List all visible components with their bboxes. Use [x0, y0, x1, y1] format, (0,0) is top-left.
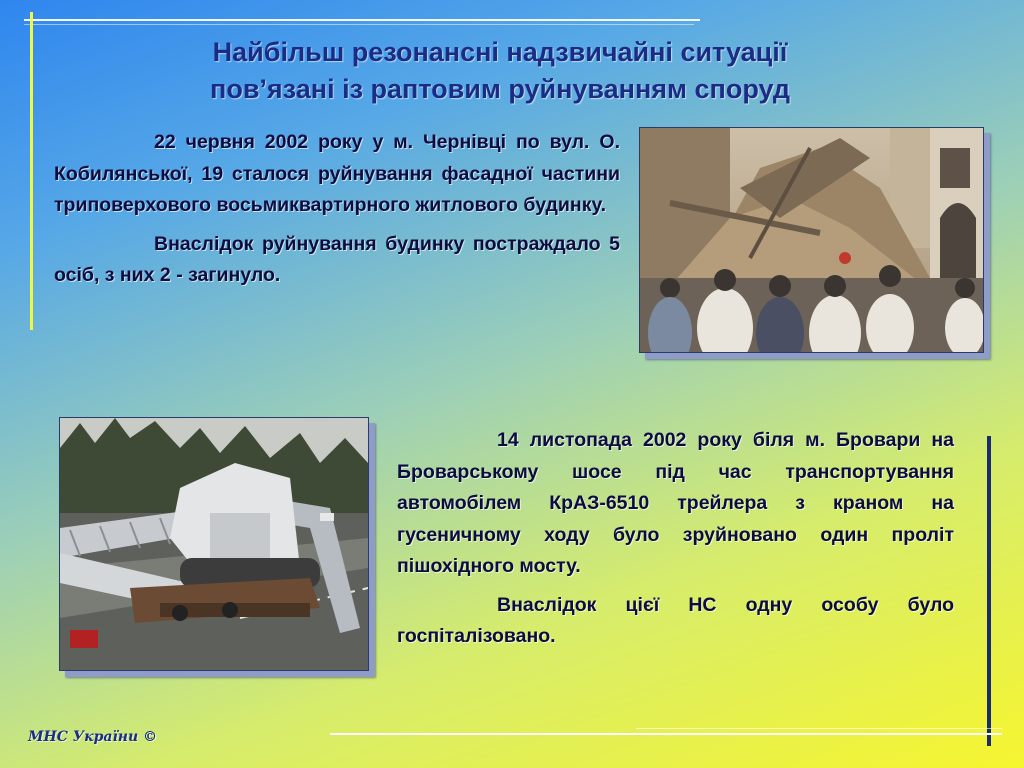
chernivtsi-collapse-photo — [639, 127, 984, 353]
bottom-decorative-line-thin — [636, 728, 1002, 729]
footer-caption — [28, 729, 157, 745]
title-line-2: пов’язані із раптовим руйнуванням споруд — [210, 74, 790, 104]
top-decorative-line — [24, 19, 700, 21]
top-decorative-line-thin — [24, 24, 694, 25]
left-decorative-line — [30, 12, 33, 330]
chernivtsi-consequences: Внаслідок руйнування будинку постраждало 5 осіб, з них 2 - загинуло. — [54, 232, 620, 286]
collapsed-bridge-image — [60, 418, 368, 670]
copyright-icon: © — [143, 729, 158, 745]
brovary-description: 14 листопада 2002 року біля м. Бровари на Броварському шосе під час транспортування автомобілем КрАЗ-6510 трейлера з краном на гусеничному ходу було зруйновано один проліт пішохідного мосту. — [397, 429, 954, 577]
bottom-decorative-line — [330, 733, 1002, 735]
title-line-1: Найбільш резонансні надзвичайні ситуації — [212, 37, 788, 67]
chernivtsi-description: 22 червня 2002 року у м. Чернівці по вул. О. Кобилянської, 19 сталося руйнування фасадної частини триповерхового восьмиквартирного житлового будинку. — [54, 131, 620, 216]
chernivtsi-incident-text — [54, 127, 620, 292]
collapsed-building-image — [640, 128, 983, 352]
brovary-incident-text — [397, 425, 954, 653]
footer-label: МНС України — [28, 729, 139, 745]
brovary-bridge-photo — [59, 417, 369, 671]
brovary-consequences: Внаслідок цієї НС одну особу було госпіталізовано. — [397, 593, 954, 647]
right-decorative-line — [987, 436, 991, 746]
slide-title — [100, 34, 900, 108]
